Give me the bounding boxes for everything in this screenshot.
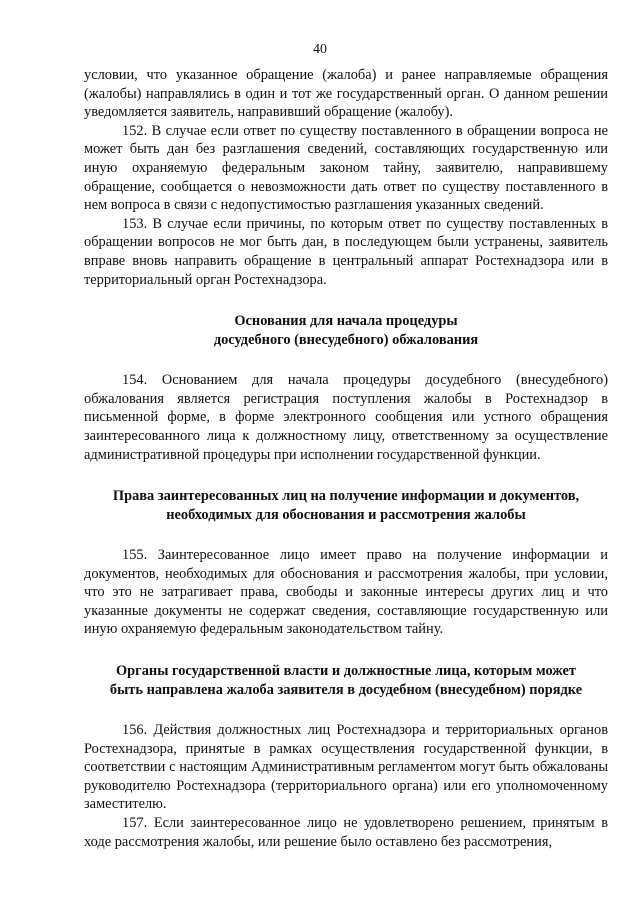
- page-body: [84, 66, 608, 851]
- spacer: [84, 289, 608, 312]
- paragraph-155: 155. Заинтересованное лицо имеет право на получение информации и документов, необходимых для обоснования и рассмотрения жалобы, при условии, что это не затрагивает права, свободы и законные интересы других лиц и что указанные документы не содержат сведения, составляющие государственную или иную охраняемую федеральным законодательством тайну.: [84, 547, 608, 638]
- heading-line: быть направлена жалоба заявителя в досудебном (внесудебном) порядке: [109, 682, 583, 699]
- spacer: [84, 639, 608, 662]
- page-number: 40: [313, 42, 327, 57]
- spacer: [84, 525, 608, 546]
- section-heading-grounds: [84, 312, 608, 350]
- paragraph-152: 152. В случае если ответ по существу поставленного в обращении вопроса не может быть дан без разглашения сведений, составляющих государственную или иную охраняемую федеральным законом тайну, заявителю, направившему обращение, сообщается о невозможности дать ответ по существу поставленного в нем вопроса в связи с недопустимостью разглашения указанных сведений.: [84, 122, 608, 214]
- paragraph-157: 157. Если заинтересованное лицо не удовлетворено решением, принятым в ходе рассмотрения жалобы, или решение было оставлено без рассмотрения,: [84, 815, 608, 850]
- heading-line: Права заинтересованных лиц на получение информации и документов,: [112, 488, 580, 505]
- heading-line: необходимых для обоснования и рассмотрения жалобы: [166, 507, 526, 524]
- heading-line: Органы государственной власти и должностные лица, которым может: [115, 663, 577, 680]
- paragraph-continuation: условии, что указанное обращение (жалоба) и ранее направляемые обращения (жалобы) направлялись в один и тот же государственный орган. О данном решении уведомляется заявитель, направивший обращение (жалобу).: [84, 67, 608, 121]
- section-heading-rights: [84, 487, 608, 525]
- heading-line: досудебного (внесудебного) обжалования: [213, 332, 479, 349]
- spacer: [84, 350, 608, 371]
- spacer: [84, 700, 608, 721]
- paragraph-156: 156. Действия должностных лиц Ростехнадзора и территориальных органов Ростехнадзора, принятые в рамках осуществления государственной функции, в соответствии с настоящим Административным регламентом могут быть обжалованы руководителю Ростехнадзора (территориального органа) или его уполномоченному заместителю.: [84, 722, 608, 813]
- spacer: [84, 464, 608, 487]
- section-heading-authorities: [84, 662, 608, 700]
- paragraph-153: 153. В случае если причины, по которым ответ по существу поставленных в обращении вопросов не мог быть дан, в последующем были устранены, заявитель вправе вновь направить обращение в центральный аппарат Ростехнадзора или в территориальный орган Ростехнадзора.: [84, 215, 608, 288]
- paragraph-154: 154. Основанием для начала процедуры досудебного (внесудебного) обжалования является регистрация поступления жалобы в Ростехнадзор в письменной форме, в форме электронного сообщения или устного обращения заинтересованного лица к должностному лицу, ответственному за осуществление административной процедуры при исполнении государственной функции.: [84, 372, 608, 463]
- heading-line: Основания для начала процедуры: [234, 313, 458, 330]
